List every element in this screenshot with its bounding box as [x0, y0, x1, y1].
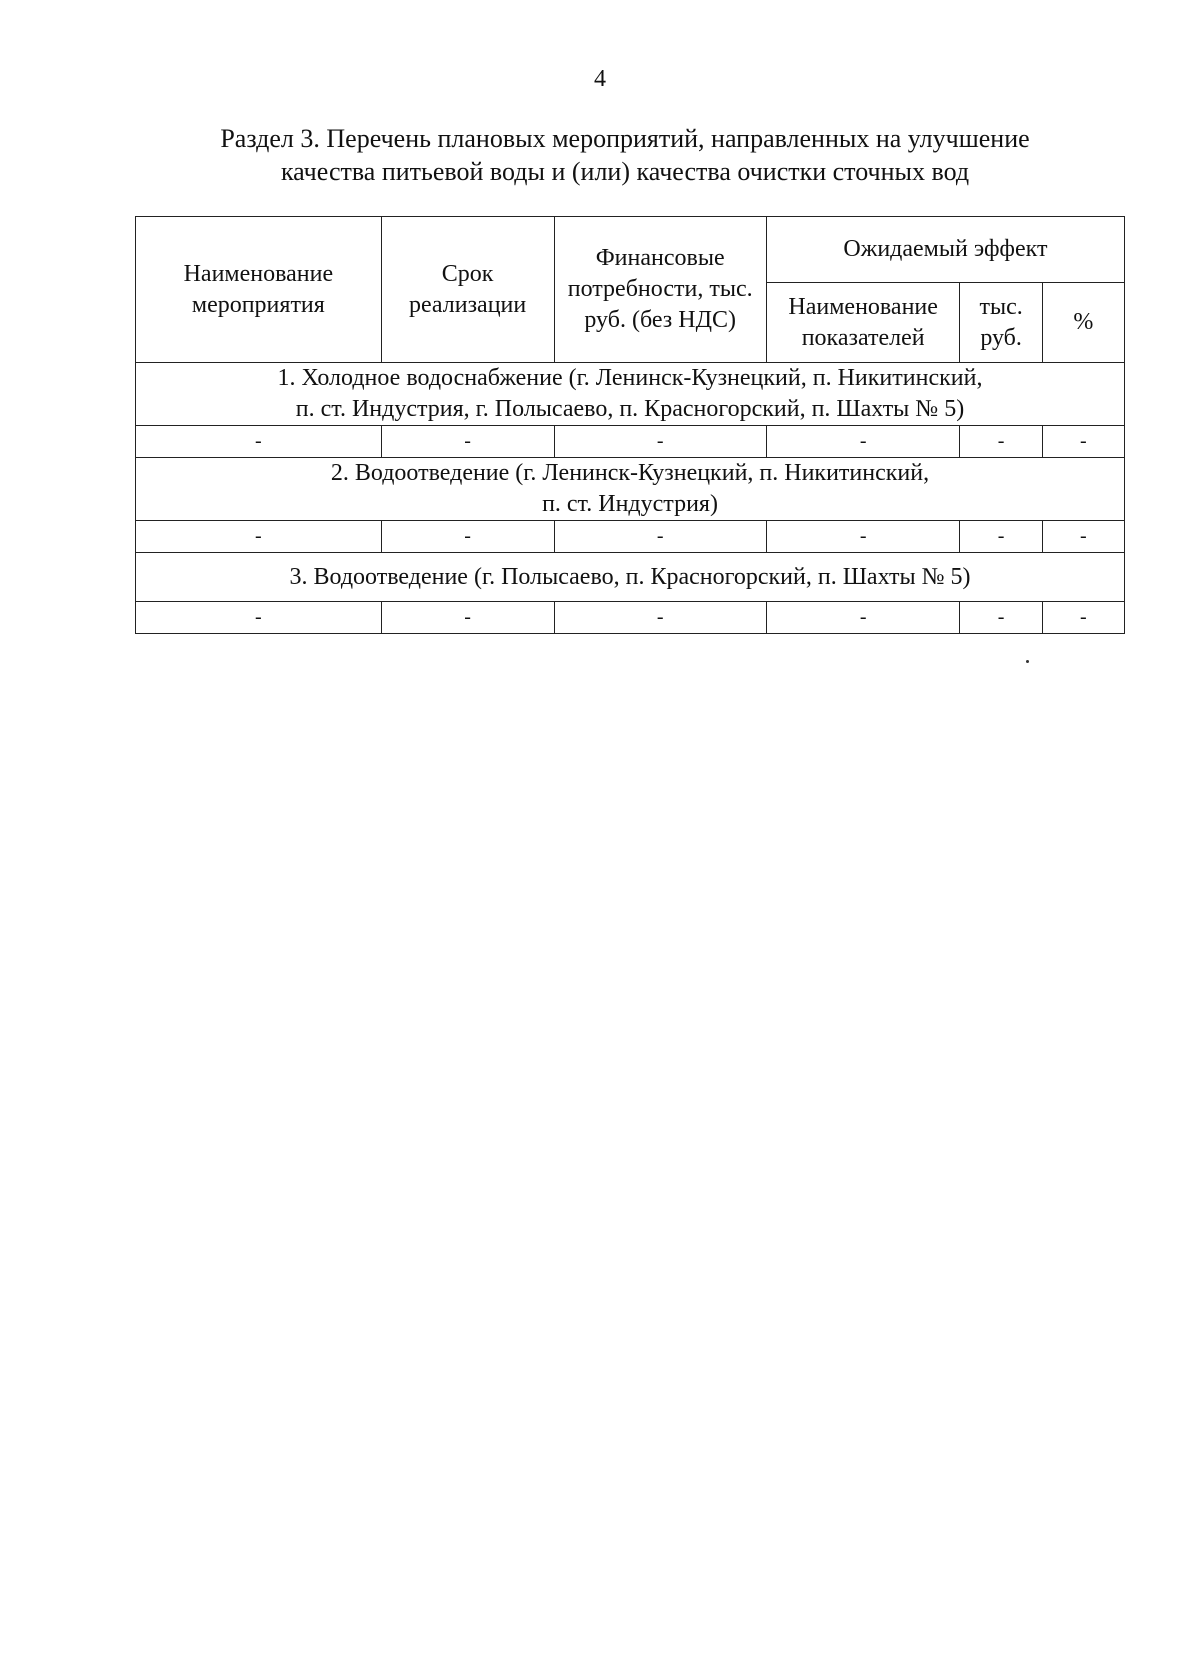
table-cell: -: [960, 521, 1042, 553]
header-measure-name: Наименование мероприятия: [136, 217, 382, 363]
table-cell: -: [136, 521, 382, 553]
table-cell: -: [381, 602, 554, 634]
section-title-line-1: Раздел 3. Перечень плановых мероприятий, направленных на улучшение: [220, 124, 1030, 153]
table-row: [136, 521, 1125, 553]
section-heading-line: 3. Водоотведение (г. Полысаево, п. Красногорский, п. Шахты № 5): [289, 563, 971, 590]
header-percent: %: [1042, 283, 1124, 363]
table-cell: -: [381, 426, 554, 458]
section-row-2: [136, 458, 1125, 521]
table-cell: -: [960, 602, 1042, 634]
header-expected-effect: Ожидаемый эффект: [766, 217, 1124, 283]
header-indicator-name: Наименование показателей: [766, 283, 960, 363]
table-cell: -: [960, 426, 1042, 458]
table-cell: -: [136, 426, 382, 458]
section-heading-line: 1. Холодное водоснабжение (г. Ленинск-Кузнецкий, п. Никитинский,: [277, 365, 983, 391]
measures-table: [135, 216, 1125, 634]
table-cell: -: [766, 426, 960, 458]
stray-mark: [1026, 660, 1029, 663]
table-cell: -: [766, 602, 960, 634]
section-row-1: [136, 363, 1125, 426]
section-title-line-2: качества питьевой воды и (или) качества очистки сточных вод: [280, 157, 970, 186]
section-heading-line: п. ст. Индустрия): [542, 491, 718, 517]
table-header-row: [136, 217, 1125, 283]
page-number: 4: [594, 66, 606, 92]
header-thousand-rub: тыс. руб.: [960, 283, 1042, 363]
table-cell: -: [1042, 521, 1124, 553]
table-cell: -: [1042, 602, 1124, 634]
section-heading-line: п. ст. Индустрия, г. Полысаево, п. Красногорский, п. Шахты № 5): [295, 396, 965, 422]
table-row: [136, 426, 1125, 458]
table-cell: -: [766, 521, 960, 553]
section-heading: [136, 458, 1125, 521]
section-row-3: [136, 553, 1125, 602]
section-heading: [136, 363, 1125, 426]
section-heading-line: 2. Водоотведение (г. Ленинск-Кузнецкий, п. Никитинский,: [330, 460, 930, 486]
table-cell: -: [554, 602, 766, 634]
header-term: Срок реализации: [381, 217, 554, 363]
header-finance: Финансовые потребности, тыс. руб. (без НДС): [554, 217, 766, 363]
table-cell: -: [1042, 426, 1124, 458]
table-cell: -: [381, 521, 554, 553]
table-cell: -: [554, 426, 766, 458]
table-row: [136, 602, 1125, 634]
table-cell: -: [554, 521, 766, 553]
table-cell: -: [136, 602, 382, 634]
section-heading: [136, 553, 1125, 602]
section-title: [150, 122, 1100, 188]
